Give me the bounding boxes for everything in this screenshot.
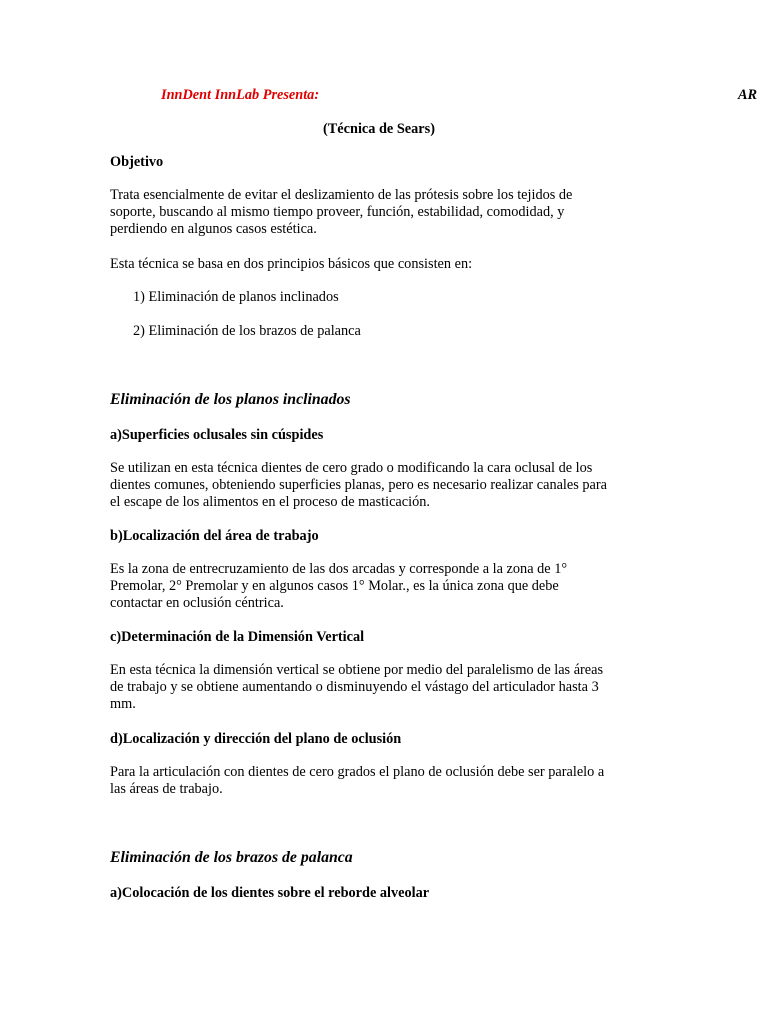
paragraph-line: Trata esencialmente de evitar el deslizamiento de las prótesis sobre los tejidos de — [110, 187, 573, 203]
paragraph-line: las áreas de trabajo. — [110, 781, 223, 797]
document-subtitle: (Técnica de Sears) — [323, 121, 435, 137]
objetivo-heading: Objetivo — [110, 154, 164, 170]
paragraph-line: mm. — [110, 696, 136, 712]
subheading-d-plano-oclusion: d)Localización y dirección del plano de oclusión — [110, 731, 402, 747]
paragraph-line: perdiendo en algunos casos estética. — [110, 221, 317, 237]
paragraph-line: Para la articulación con dientes de cero grados el plano de oclusión debe ser paralelo a — [110, 764, 605, 780]
subheading-a-colocacion: a)Colocación de los dientes sobre el reborde alveolar — [110, 885, 430, 901]
paragraph-line: soporte, buscando al mismo tiempo proveer, función, estabilidad, comodidad, y — [110, 204, 565, 220]
paragraph-line: contactar en oclusión céntrica. — [110, 595, 284, 611]
area-trabajo-paragraph — [110, 561, 567, 612]
section-heading-planos: Eliminación de los planos inclinados — [110, 391, 351, 408]
paragraph-line: el escape de los alimentos en el proceso de masticación. — [110, 494, 430, 510]
dimension-vertical-paragraph — [110, 662, 603, 713]
paragraph-line: Premolar, 2° Premolar y en algunos casos 1° Molar., es la única zona que debe — [110, 578, 559, 594]
paragraph-line: Es la zona de entrecruzamiento de las dos arcadas y corresponde a la zona de 1° — [110, 561, 568, 577]
subheading-a-superficies: a)Superficies oclusales sin cúspides — [110, 427, 324, 443]
section-heading-brazos: Eliminación de los brazos de palanca — [110, 849, 353, 866]
paragraph-line: En esta técnica la dimensión vertical se obtiene por medio del paralelismo de las áreas — [110, 662, 604, 678]
subheading-c-dimension-vertical: c)Determinación de la Dimensión Vertical — [110, 629, 365, 645]
subheading-b-area-trabajo: b)Localización del área de trabajo — [110, 528, 319, 544]
paragraph-line: dientes comunes, obteniendo superficies planas, pero es necesario realizar canales para — [110, 477, 607, 493]
plano-oclusion-paragraph — [110, 764, 604, 798]
header-right-fragment: AR — [738, 87, 758, 103]
presenter-header: InnDent InnLab Presenta: — [161, 87, 320, 103]
superficies-paragraph — [110, 460, 607, 511]
paragraph-line: de trabajo y se obtiene aumentando o disminuyendo el vástago del articulador hasta 3 — [110, 679, 599, 695]
principle-item: 1) Eliminación de planos inclinados — [133, 289, 339, 305]
principle-item: 2) Eliminación de los brazos de palanca — [133, 323, 361, 339]
principles-intro: Esta técnica se basa en dos principios básicos que consisten en: — [110, 256, 473, 272]
paragraph-line: Se utilizan en esta técnica dientes de cero grado o modificando la cara oclusal de los — [110, 460, 593, 476]
objetivo-paragraph — [110, 187, 572, 238]
